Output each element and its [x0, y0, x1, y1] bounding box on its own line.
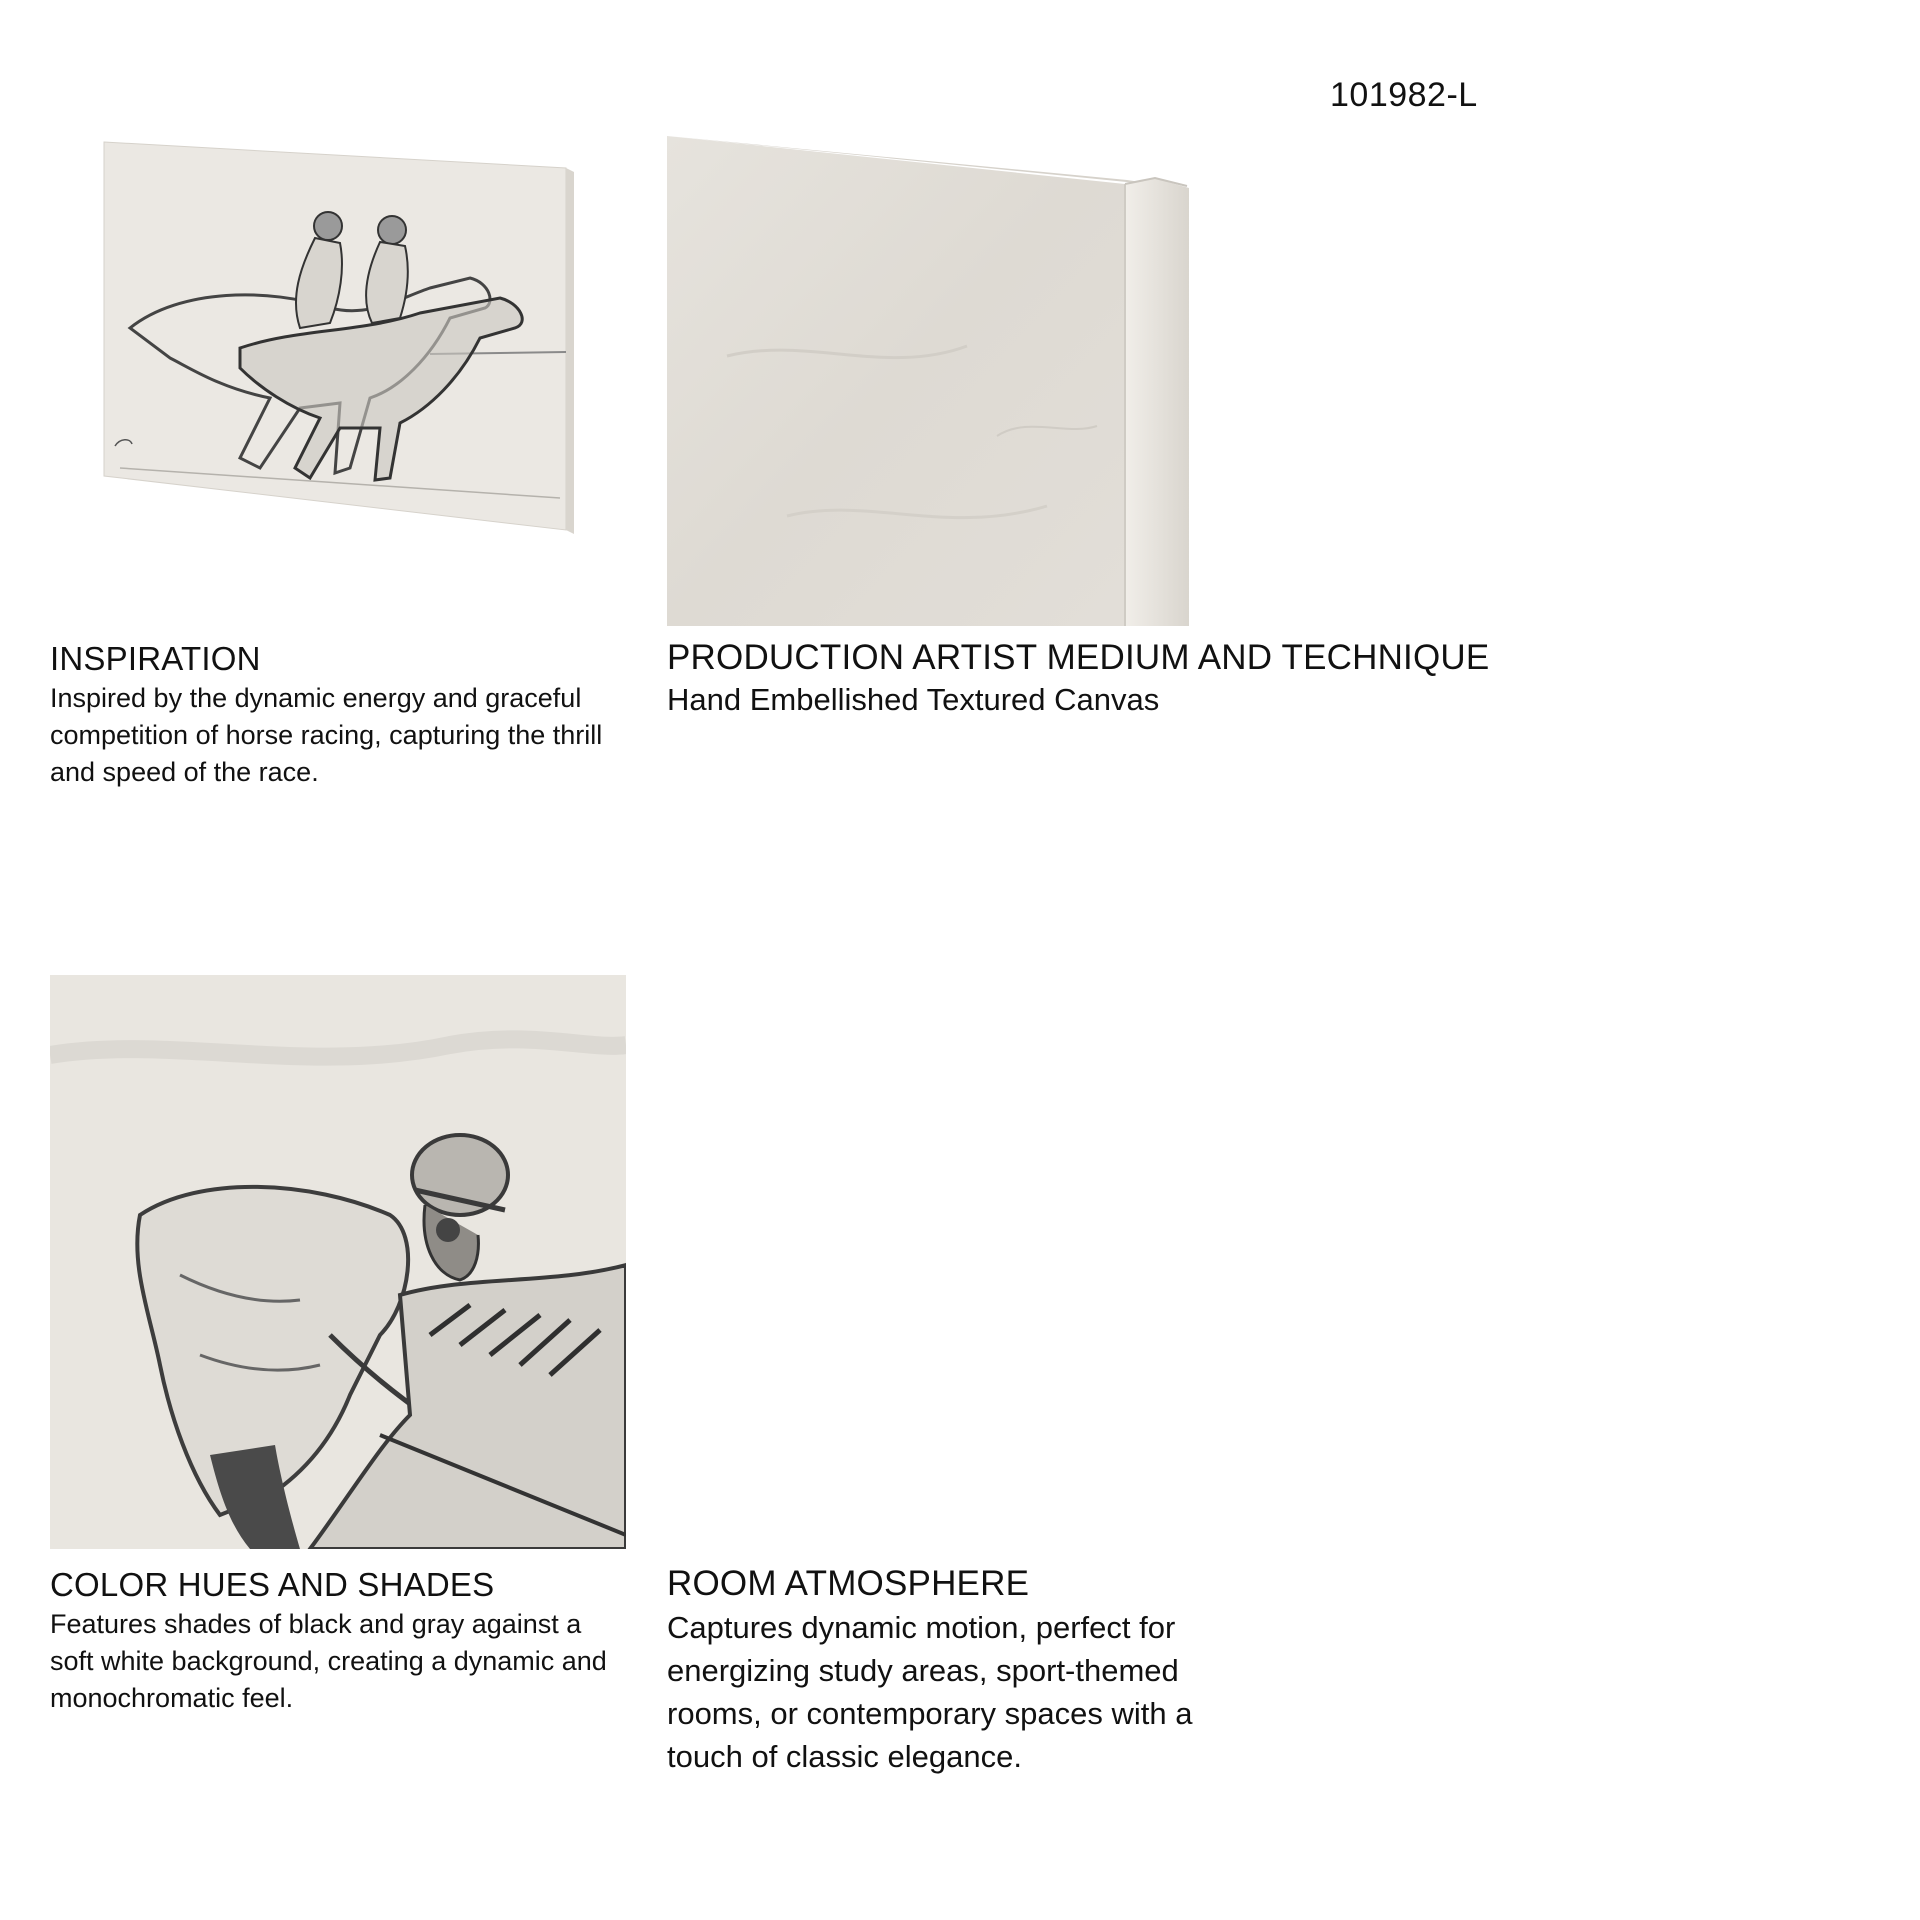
inspiration-section [50, 640, 620, 791]
color-hues-text: Features shades of black and gray against a soft white background, creating a dynamic and monochromatic feel. [50, 1609, 607, 1713]
medium-heading: PRODUCTION ARTIST MEDIUM AND TECHNIQUE [667, 638, 1490, 677]
full-canvas-image [100, 138, 576, 538]
room-atmosphere-text: Captures dynamic motion, perfect for energizing study areas, sport-themed rooms, or contemporary spaces with a touch of classic elegance. [667, 1610, 1193, 1774]
inspiration-text: Inspired by the dynamic energy and graceful competition of horse racing, capturing the thrill and speed of the race. [50, 683, 603, 787]
product-sku: 101982-L [1330, 76, 1478, 114]
jockey-detail-image [50, 975, 626, 1549]
color-hues-section [50, 1566, 620, 1717]
medium-section [667, 638, 1567, 721]
canvas-corner-detail-image [667, 136, 1189, 626]
room-atmosphere-heading: ROOM ATMOSPHERE [667, 1564, 1030, 1603]
room-atmosphere-section [667, 1564, 1227, 1778]
color-hues-heading: COLOR HUES AND SHADES [50, 1566, 495, 1603]
inspiration-heading: INSPIRATION [50, 640, 261, 677]
medium-text: Hand Embellished Textured Canvas [667, 682, 1160, 717]
